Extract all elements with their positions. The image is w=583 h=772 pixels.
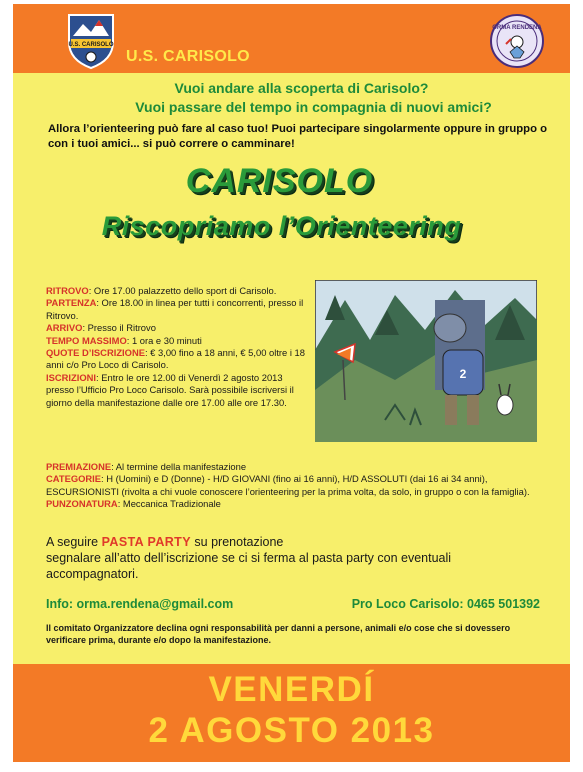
detail-categorie [46, 473, 536, 498]
detail-label: TEMPO MASSIMO [46, 334, 127, 346]
contact-phone: Pro Loco Carisolo: 0465 501392 [351, 597, 540, 611]
seal-text: ORMA RENDENA [492, 25, 542, 31]
detail-label: ARRIVO [46, 322, 83, 334]
detail-punzonatura [46, 498, 536, 510]
orienteering-cartoon-illustration [315, 280, 537, 442]
sub-title: Riscopriamo l’Orienteering [101, 211, 462, 241]
detail-text: : 1 ora e 30 minuti [126, 334, 202, 346]
detail-label: RITROVO [46, 285, 89, 296]
detail-premiazione [46, 461, 536, 473]
detail-text: : Ore 18.00 in linea per tutti i concorrenti, presso il Ritrovo. [46, 297, 304, 321]
event-details [46, 285, 308, 409]
orma-rendena-seal-icon [490, 14, 544, 68]
detail-text: : Ore 17.00 palazzetto dello sport di Carisolo. [88, 285, 277, 296]
detail-label: QUOTE D’ISCRIZIONE [46, 347, 145, 359]
detail-text: : Entro le ore 12.00 di Venerdì 2 agosto 2013 presso l’Ufficio Pro Loco Carisolo. Sarà possibile iscriversi il giorno della manifestazione dalle ore 17.00 alle ore 17.30. [46, 371, 294, 408]
detail-label: CATEGORIE [46, 473, 102, 485]
event-details-wide [46, 461, 536, 511]
detail-arrivo [46, 322, 308, 334]
detail-iscrizioni [46, 372, 308, 409]
date-day: 2 AGOSTO 2013 [148, 711, 435, 750]
intro-text: Allora l’orienteering può fare al caso tuo! Puoi partecipare singolarmente oppure in gruppo o con i tuoi amici... si può correre o camminare! [48, 123, 548, 150]
detail-partenza [46, 297, 308, 322]
detail-text: : € 3,00 fino a 18 anni, € 5,00 oltre i 18 anni c/o Pro Loco di Carisolo. [46, 347, 305, 371]
detail-text: : Al termine della manifestazione [111, 461, 247, 472]
detail-label: PREMIAZIONE [46, 461, 112, 472]
pasta-line-2: segnalare all’atto dell’iscrizione se ci si ferma al pasta party con eventuali accompagnatori. [46, 551, 452, 581]
detail-text: : H (Uomini) e D (Donne) - H/D GIOVANI (fino ai 16 anni), H/D ASSOLUTI (dai 16 ai 34 anni), ESCURSIONISTI (rivolta a chi vuole conoscere l’orienteering per la prima volta, da solo, in gruppo o con la famiglia). [46, 473, 530, 497]
detail-text: : Presso il Ritrovo [82, 322, 156, 334]
date-weekday: VENERDÍ [208, 670, 375, 709]
detail-label: PARTENZA [46, 297, 97, 309]
intro-question-2: Vuoi passare del tempo in compagnia di nuovi amici? [135, 99, 492, 115]
contact-email[interactable]: Info: orma.rendena@gmail.com [46, 597, 234, 611]
club-logo-icon [65, 12, 117, 70]
main-title: CARISOLO [185, 162, 374, 200]
pasta-party-notice [46, 534, 546, 582]
detail-label: ISCRIZIONI [46, 371, 97, 383]
pasta-prefix: A seguire [46, 535, 102, 549]
detail-label: PUNZONATURA [46, 498, 118, 510]
pasta-line-1 [46, 534, 546, 550]
detail-tempo-massimo [46, 335, 308, 347]
pasta-suffix: su prenotazione [190, 535, 284, 549]
logo-text: U.S. CARISOLO [68, 42, 114, 48]
detail-quote [46, 347, 308, 372]
poster [13, 4, 570, 762]
header-bar [13, 4, 570, 73]
detail-ritrovo [46, 285, 308, 297]
pasta-highlight: PASTA PARTY [101, 535, 191, 549]
detail-text: : Meccanica Tradizionale [117, 498, 221, 510]
svg-text:2: 2 [459, 367, 467, 381]
club-name: U.S. CARISOLO [126, 48, 250, 65]
intro-question-1: Vuoi andare alla scoperta di Carisolo? [174, 80, 429, 96]
disclaimer: Il comitato Organizzatore declina ogni responsabilità per danni a persone, animali e/o cose che si dovessero verificare prima, durante e/o dopo la manifestazione. [46, 623, 511, 645]
